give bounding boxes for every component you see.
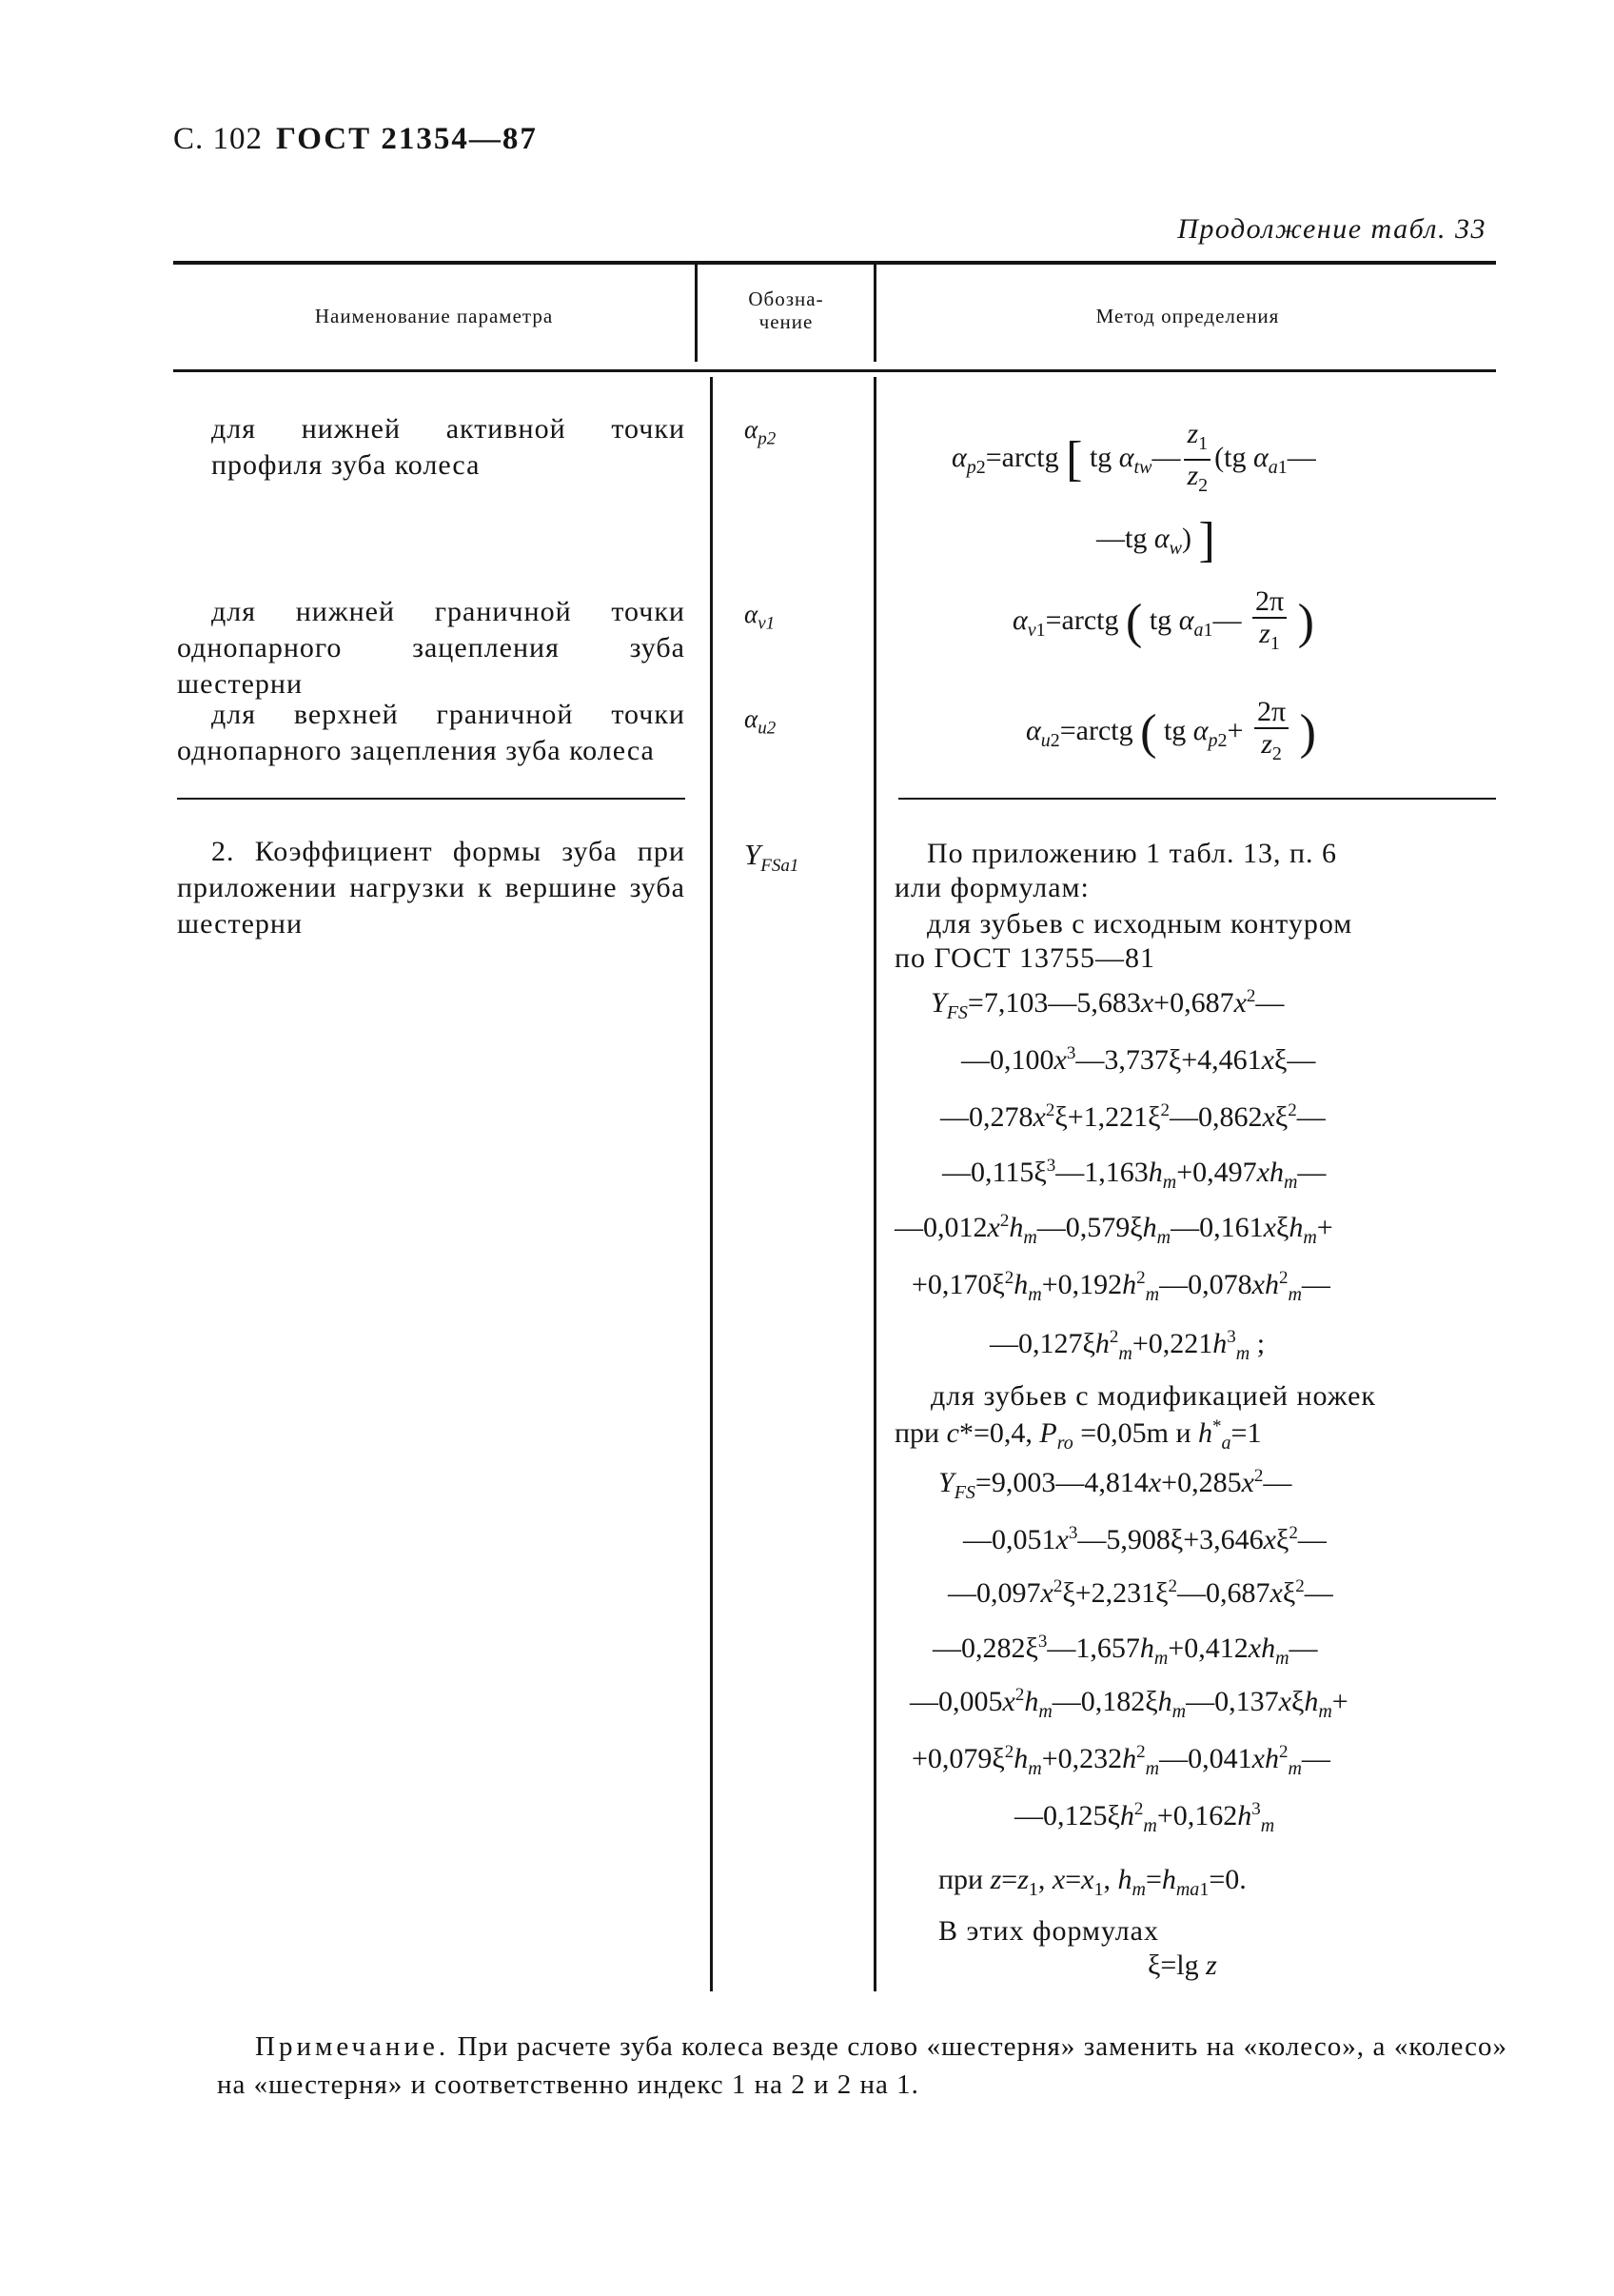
column-header-name: Наименование параметра xyxy=(314,305,554,327)
formula1-line1: $Y_{FS}=7,103—5,683x+0,687x^2—$ xyxy=(931,986,1285,1023)
table-top-rule xyxy=(173,261,1496,265)
column-divider-1-body xyxy=(710,377,713,1991)
row1-formula-line1: $\alpha_{p2}=arctg$ [ tg $\alpha_{tw}—$ $\frac{z_1}{z_2}$ (tg $\alpha_{a1}—$ xyxy=(952,418,1316,496)
note-text: При расчете зуба колеса везде слово «шестерня» заменить на «колесо», а «колесо» на «шестерня» и соответственно индекс 1 на 2 и 2 на 1. xyxy=(217,2031,1507,2100)
note-lead: Примечание. xyxy=(255,2031,450,2062)
page-number: С. 102 xyxy=(173,122,264,156)
formula1-line6: $+0,170\xi^2h_m+0,192h^2_m—0,078xh^2_m—$ xyxy=(912,1268,1330,1305)
row4-end-line2: В этих формулах xyxy=(938,1915,1159,1947)
row-separator-name xyxy=(177,798,685,800)
row-separator-method xyxy=(898,798,1496,800)
formula2-line7: $—0,125\xi h^2_m+0,162h^3_m$ xyxy=(1014,1799,1275,1836)
row1-formula-line2: —tg $\alpha_w$) ] xyxy=(1096,513,1215,567)
row4-intro-line4: по ГОСТ 13755—81 xyxy=(895,942,1156,974)
row4-name: 2. Коэффициент формы зуба при приложении нагрузки к вершине зуба шестерни xyxy=(177,836,685,940)
table-note xyxy=(217,2028,1507,2104)
row3-formula: $\alpha_{u2}=arctg$ ( tg $\alpha_{p2}+$ $\frac{2\pi}{z_2}$ ) xyxy=(1026,696,1316,764)
table-continuation-label: Продолжение табл. 33 xyxy=(1177,213,1486,245)
page-header xyxy=(173,122,538,157)
row2-formula: $\alpha_{v1}=arctg$ ( tg $\alpha_{a1}—$ $\frac{2\pi}{z_1}$ ) xyxy=(1013,585,1314,654)
formula1-line3: $—0,278x^2\xi+1,221\xi^2—0,862x\xi^2—$ xyxy=(940,1100,1326,1133)
row4-intro-line3: для зубьев с исходным контуром xyxy=(927,908,1353,940)
formula1-line7: $—0,127\xi h^2_m+0,221h^3_m$ ; xyxy=(990,1327,1266,1364)
formula2-line1: $Y_{FS}=9,003—4,814x+0,285x^2—$ xyxy=(938,1466,1292,1503)
row4-mid-line1: для зубьев с модификацией ножек xyxy=(931,1380,1376,1412)
row1-symbol: $\alpha_{p2}$ xyxy=(744,415,777,449)
row1-name: для нижней активной точки профиля зуба колеса xyxy=(211,413,685,481)
formula1-line4: $—0,115\xi^3—1,163h_m+0,497xh_m—$ xyxy=(942,1156,1327,1193)
formula1-line5: $—0,012x^2h_m—0,579\xi h_m—0,161x\xi h_m+$ xyxy=(895,1211,1333,1248)
column-divider-2-body xyxy=(874,377,876,1991)
column-header-symbol: Обозна- чение xyxy=(748,287,824,333)
row2-name: для нижней граничной точки однопарного зацепления зуба шестерни xyxy=(177,596,685,700)
column-divider-2 xyxy=(874,265,876,362)
row4-intro-line1: По приложению 1 табл. 13, п. 6 xyxy=(927,838,1338,869)
table-header-rule xyxy=(173,369,1496,372)
row3-symbol: $\alpha_{u2}$ xyxy=(744,704,777,739)
row3-name: для верхней граничной точки однопарного зацепления зуба колеса xyxy=(177,699,685,766)
formula2-line6: $+0,079\xi^2h_m+0,232h^2_m—0,041xh^2_m—$ xyxy=(912,1742,1330,1779)
row4-end-line3: ξ=lg z xyxy=(1148,1950,1217,1981)
column-header-method: Метод определения xyxy=(1095,305,1280,327)
formula2-line2: $—0,051x^3—5,908\xi+3,646x\xi^2—$ xyxy=(963,1523,1327,1555)
standard-title: ГОСТ 21354—87 xyxy=(276,122,538,156)
row4-end-line1: при $z=z_1$, $x=x_1$, $h_m=h_{ma1}=0$. xyxy=(938,1864,1247,1900)
formula2-line5: $—0,005x^2h_m—0,182\xi h_m—0,137x\xi h_m+$ xyxy=(910,1685,1348,1722)
formula2-line4: $—0,282\xi^3—1,657h_m+0,412xh_m—$ xyxy=(933,1632,1318,1669)
column-divider-1 xyxy=(695,265,698,362)
row2-symbol: $\alpha_{v1}$ xyxy=(744,600,776,634)
row4-intro-line2: или формулам: xyxy=(895,872,1090,903)
formula2-line3: $—0,097x^2\xi+2,231\xi^2—0,687x\xi^2—$ xyxy=(948,1576,1333,1609)
formula1-line2: $—0,100x^3—3,737\xi+4,461x\xi—$ xyxy=(961,1043,1316,1076)
row4-symbol: $Y_{FSa1}$ xyxy=(744,838,799,877)
row4-mid-line2: при c*=0,4, $P_{ro} =0,05m$ и $h^*_a=1$ xyxy=(895,1416,1262,1454)
